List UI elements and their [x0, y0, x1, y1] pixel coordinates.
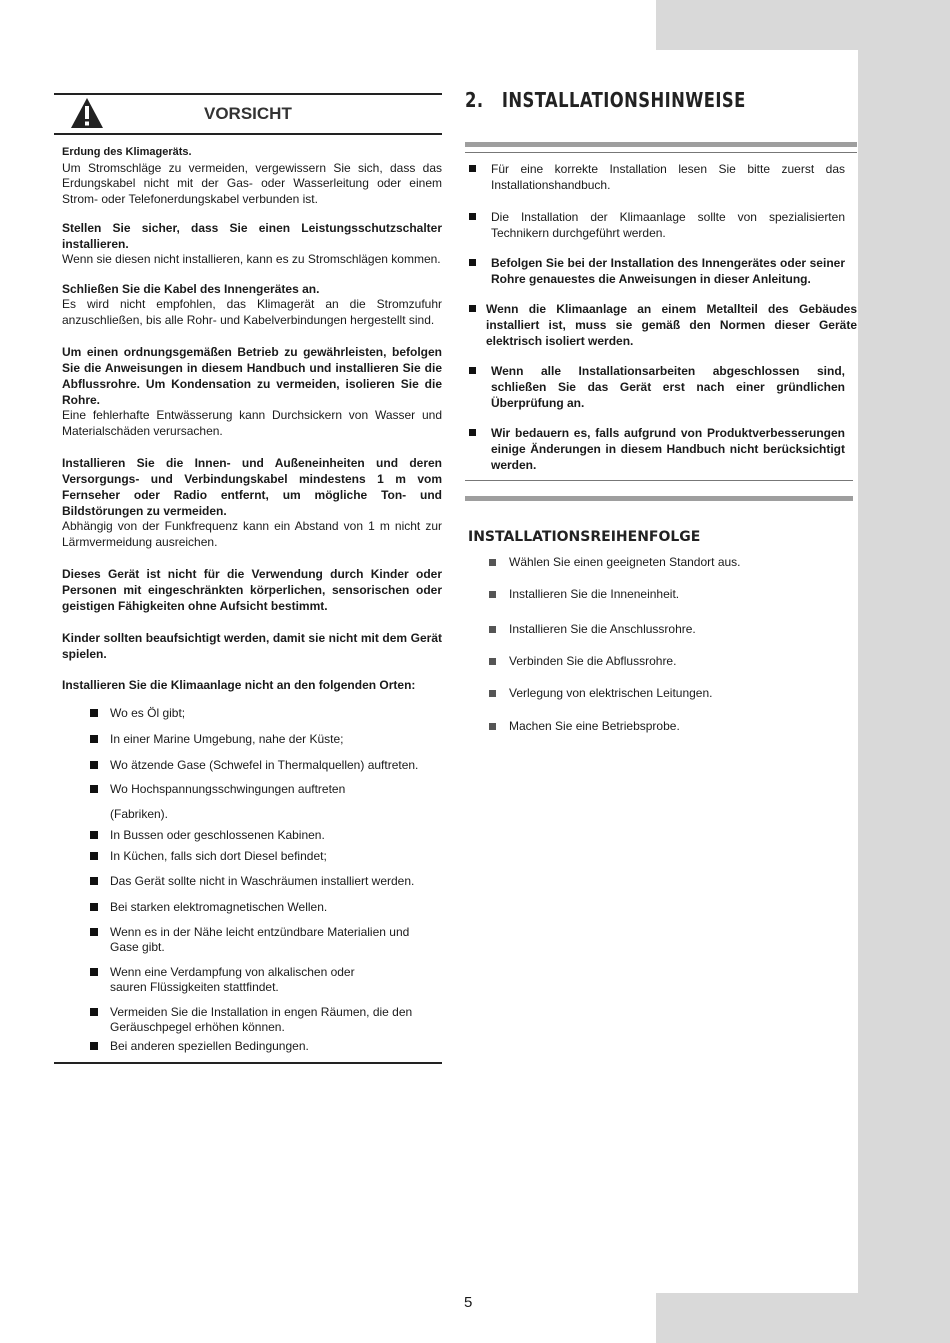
- installation-notes-column: [465, 88, 857, 734]
- list-item: In Bussen oder geschlossenen Kabinen.: [90, 828, 442, 843]
- list-item: Installieren Sie die Anschlussrohre.: [489, 622, 857, 637]
- caution-text-2: Wenn sie diesen nicht installieren, kann es zu Stromschlägen kommen.: [62, 252, 441, 266]
- list-item: In Küchen, falls sich dort Diesel befindet;: [90, 849, 442, 864]
- caution-header: [54, 93, 442, 135]
- list-item: Installieren Sie die Inneneinheit.: [489, 587, 857, 602]
- list-item: Machen Sie eine Betriebsprobe.: [489, 719, 857, 734]
- list-item: Bei starken elektromagnetischen Wellen.: [90, 900, 442, 915]
- list-item: Die Installation der Klimaanlage sollte von spezialisierten Technikern durchgeführt werden.: [465, 209, 857, 241]
- list-item: Wo es Öl gibt;: [90, 706, 442, 721]
- caution-heading-4: Um einen ordnungsgemäßen Betrieb zu gewährleisten, befolgen Sie die Anweisungen in diesem Handbuch und installieren Sie die Abflussrohre. Um Kondensation zu vermeiden, isolieren Sie die Rohre.: [62, 345, 442, 407]
- caution-heading-1: Erdung des Klimageräts.: [62, 146, 192, 158]
- location-list: [54, 706, 442, 797]
- caution-heading-5: Installieren Sie die Innen- und Außeneinheiten und deren Versorgungs- und Verbindungskabel mindestens 1 m vom Fernseher oder Radio entfernt, um mögliche Ton- und Bildstörungen zu vermeiden.: [62, 456, 442, 518]
- list-item: Wenn es in der Nähe leicht entzündbare Materialien und Gase gibt.: [90, 925, 442, 955]
- caution-text-1: Um Stromschläge zu vermeiden, vergewissern Sie sich, dass das Erdungskabel nicht mit der Gas- oder Wasserleitung oder einem Strom- oder Telefonerdungskabel verbunden ist.: [62, 160, 442, 206]
- list-item: Wählen Sie einen geeigneten Standort aus.: [489, 555, 857, 570]
- list-item: Für eine korrekte Installation lesen Sie bitte zuerst das Installationshandbuch.: [465, 161, 857, 193]
- list-item: Verbinden Sie die Abflussrohre.: [489, 654, 857, 669]
- section-title: [465, 88, 786, 118]
- page-margin-right: [858, 50, 950, 1293]
- caution-text-5: Abhängig von der Funkfrequenz kann ein Abstand von 1 m nicht zur Lärmvermeidung ausreichen.: [62, 519, 442, 549]
- list-item: Wo Hochspannungsschwingungen auftreten: [90, 782, 442, 797]
- list-item: Wir bedauern es, falls aufgrund von Produktverbesserungen einige Änderungen in diesem Handbuch nicht berücksichtigt werden.: [465, 425, 857, 473]
- caution-heading-2: Stellen Sie sicher, dass Sie einen Leistungsschutzschalter installieren.: [62, 221, 442, 251]
- caution-text-3: Es wird nicht empfohlen, das Klimagerät an die Stromzufuhr anzuschließen, bis alle Rohr- und Kabelverbindungen hergestellt sind.: [62, 297, 442, 327]
- list-item: Verlegung von elektrischen Leitungen.: [489, 686, 857, 701]
- list-item: Wenn eine Verdampfung von alkalischen oder sauren Flüssigkeiten stattfindet.: [90, 965, 442, 995]
- section-number: 2.: [465, 88, 484, 112]
- caution-heading-7: Kinder sollten beaufsichtigt werden, damit sie nicht mit dem Gerät spielen.: [62, 631, 442, 661]
- page-tab-bottom: [656, 1293, 950, 1343]
- warning-icon: [70, 97, 104, 129]
- list-item: Wenn alle Installationsarbeiten abgeschlossen sind, schließen Sie das Gerät erst nach einer gründlichen Überprüfung an.: [465, 363, 857, 411]
- caution-heading-3: Schließen Sie die Kabel des Innengerätes an.: [62, 281, 320, 296]
- caution-column: [54, 93, 442, 1064]
- section-title-text: INSTALLATIONSHINWEISE: [501, 88, 746, 112]
- list-item: Wo ätzende Gase (Schwefel in Thermalquellen) auftreten.: [90, 758, 442, 773]
- caution-heading-8: Installieren Sie die Klimaanlage nicht an den folgenden Orten:: [62, 678, 416, 692]
- sequence-list: [465, 555, 857, 734]
- section-divider: [54, 1062, 442, 1064]
- list-item: Bei anderen speziellen Bedingungen.: [90, 1039, 442, 1054]
- location-list-continued: [54, 828, 442, 1054]
- sequence-title: INSTALLATIONSREIHENFOLGE: [468, 529, 701, 545]
- caution-text-4: Eine fehlerhafte Entwässerung kann Durchsickern von Wasser und Materialschäden verursachen.: [62, 408, 442, 438]
- fabriken-note: (Fabriken).: [110, 806, 169, 821]
- list-item: Befolgen Sie bei der Installation des Innengerätes oder seiner Rohre genauestes die Anweisungen in dieser Anleitung.: [465, 255, 857, 287]
- list-item: In einer Marine Umgebung, nahe der Küste;: [90, 732, 442, 747]
- page-tab-top: [656, 0, 950, 50]
- page-number: 5: [464, 1294, 473, 1311]
- list-item: Vermeiden Sie die Installation in engen Räumen, die den Geräuschpegel erhöhen können.: [90, 1005, 442, 1035]
- list-item: Das Gerät sollte nicht in Waschräumen installiert werden.: [90, 874, 442, 889]
- list-item: Wenn die Klimaanlage an einem Metallteil des Gebäudes installiert ist, muss sie gemäß den Normen dieser Geräte elektrisch isoliert werden.: [465, 301, 857, 349]
- caution-title: VORSICHT: [204, 104, 292, 123]
- caution-heading-6: Dieses Gerät ist nicht für die Verwendung durch Kinder oder Personen mit eingeschränkten körperlichen, sensorischen oder geistigen Fähigkeiten ohne Aufsicht bestimmt.: [62, 567, 442, 613]
- installation-notes-list: [465, 161, 857, 473]
